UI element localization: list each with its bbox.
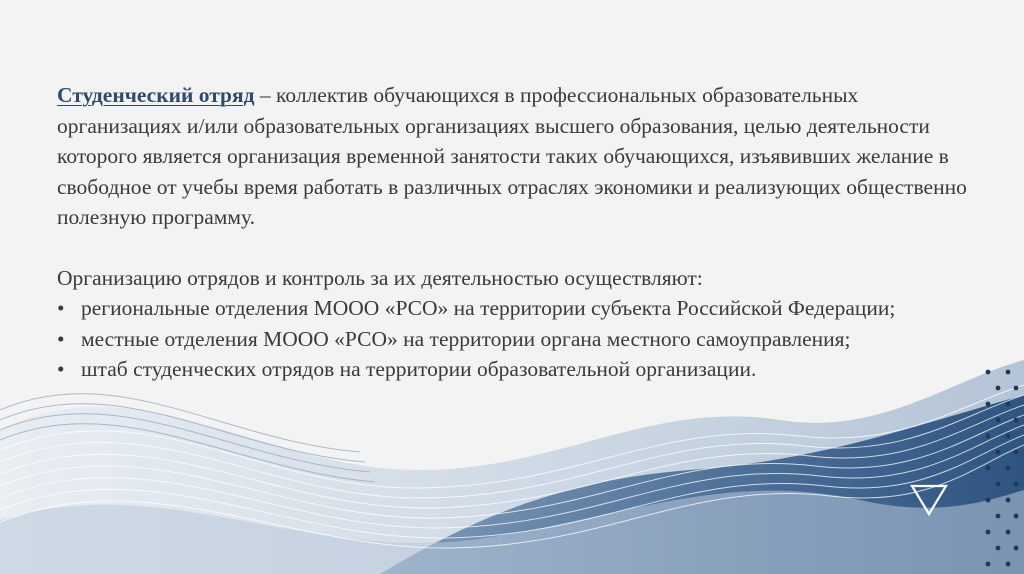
slide-content xyxy=(57,80,977,385)
bullet-icon: • xyxy=(57,296,65,320)
list-item-text: местные отделения МООО «РСО» на территории органа местного самоуправления; xyxy=(81,326,851,351)
definition-text: – коллектив обучающихся в профессиональных образовательных организациях и/или образовательных организациях высшего образования, целью деятельности которого является организация временной занятости таких обучающихся, изъявивших желание в свободное от учебы время работать в различных отраслях экономики и реализующих общественно полезную программу. xyxy=(57,83,967,229)
organization-intro: Организацию отрядов и контроль за их деятельностью осуществляют: xyxy=(57,265,703,290)
definition-paragraph xyxy=(57,80,977,233)
definition-term: Студенческий отряд xyxy=(57,83,255,107)
bullet-icon: • xyxy=(57,357,65,381)
paragraph-spacer xyxy=(57,233,977,263)
organization-list xyxy=(57,293,977,385)
list-item xyxy=(57,293,977,324)
list-item-text: региональные отделения МООО «РСО» на территории субъекта Российской Федерации; xyxy=(81,296,896,320)
bullet-icon: • xyxy=(57,326,65,351)
list-item xyxy=(57,354,977,385)
list-item xyxy=(57,324,977,355)
list-item-text: штаб студенческих отрядов на территории образовательной организации. xyxy=(81,357,757,381)
